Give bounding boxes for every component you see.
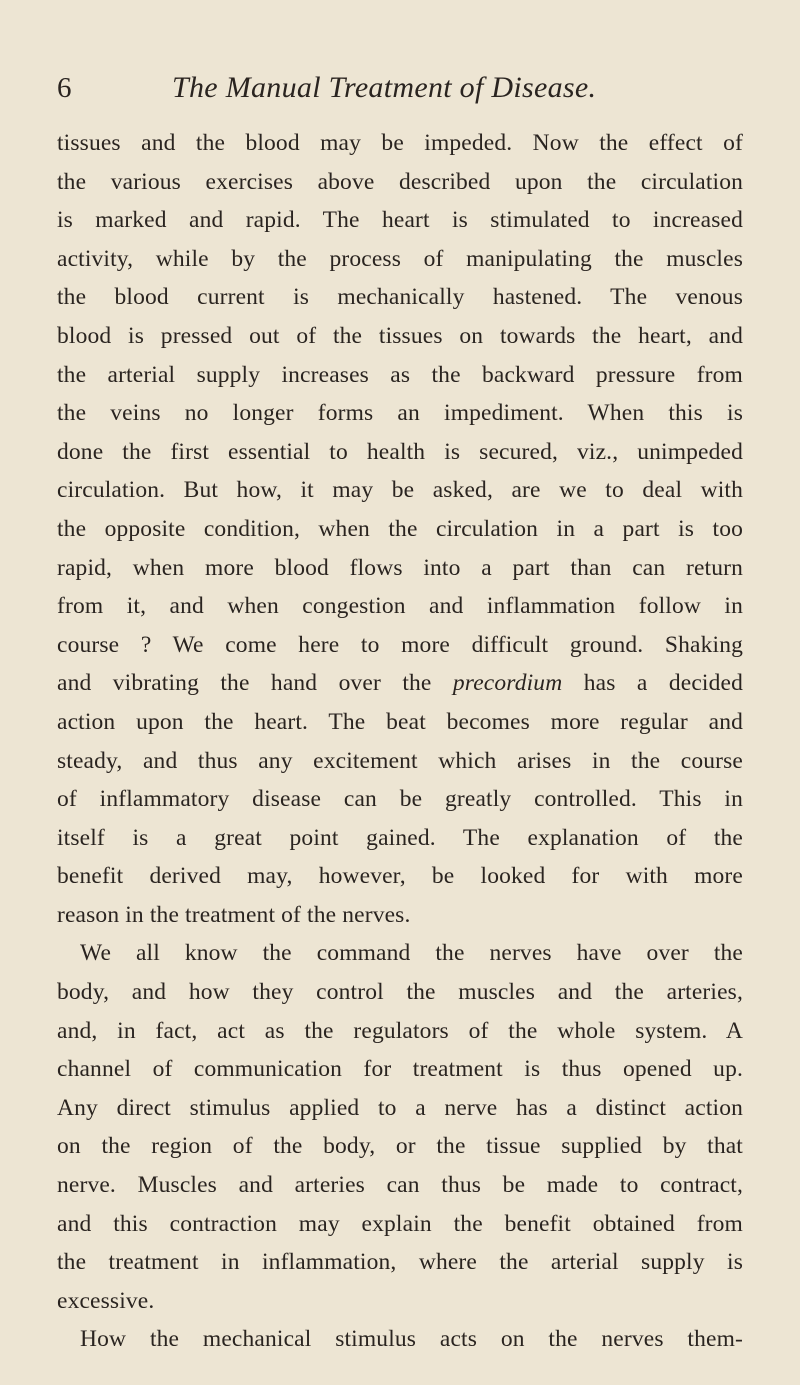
text-line: action upon the heart. The beat becomes more regular and [57, 708, 743, 735]
text-line: the opposite condition, when the circulation in a part is too [57, 515, 743, 542]
paragraph-end-line: excessive. [57, 1287, 155, 1314]
text-line: steady, and thus any excitement which arises in the course [57, 747, 743, 774]
running-title: The Manual Treatment of Disease. [172, 71, 597, 104]
paragraph-start-line: We all know the command the nerves have over the [80, 940, 743, 967]
text-run: and vibrating the hand over the [57, 670, 453, 697]
text-line-with-italic [57, 664, 743, 703]
text-line: course ? We come here to more difficult ground. Shaking [57, 631, 743, 658]
text-line: body, and how they control the muscles and the arteries, [57, 979, 743, 1006]
text-run: has a decided [562, 670, 743, 697]
text-line: itself is a great point gained. The explanation of the [57, 824, 743, 851]
page-number: 6 [57, 72, 72, 104]
text-line: the arterial supply increases as the backward pressure from [57, 361, 743, 388]
text-line: from it, and when congestion and inflammation follow in [57, 593, 743, 620]
text-line: the veins no longer forms an impediment. When this is [57, 400, 743, 427]
paragraph-start-line: How the mechanical stimulus acts on the nerves them- [80, 1326, 743, 1353]
text-line: is marked and rapid. The heart is stimulated to increased [57, 207, 743, 234]
text-line: circulation. But how, it may be asked, are we to deal with [57, 477, 743, 504]
text-line: blood is pressed out of the tissues on towards the heart, and [57, 322, 743, 349]
text-line: of inflammatory disease can be greatly controlled. This in [57, 786, 743, 813]
italic-term: precordium [452, 670, 563, 697]
text-line: the various exercises above described upon the circulation [57, 168, 743, 195]
paragraph-end-line: reason in the treatment of the nerves. [57, 901, 411, 928]
text-line: Any direct stimulus applied to a nerve has a distinct action [57, 1094, 743, 1121]
body-text [57, 124, 743, 1359]
text-line: benefit derived may, however, be looked for with more [57, 863, 743, 890]
text-line: done the first essential to health is secured, viz., unimpeded [57, 438, 743, 465]
text-line: tissues and the blood may be impeded. Now the effect of [57, 130, 743, 156]
text-line: and, in fact, act as the regulators of the whole system. A [57, 1017, 743, 1044]
text-line: rapid, when more blood flows into a part than can return [57, 554, 743, 581]
text-line: and this contraction may explain the benefit obtained from [57, 1210, 743, 1237]
text-line: on the region of the body, or the tissue supplied by that [57, 1133, 743, 1160]
text-line: the blood current is mechanically hastened. The venous [57, 284, 743, 311]
text-line: the treatment in inflammation, where the arterial supply is [57, 1249, 743, 1276]
text-line: channel of communication for treatment is thus opened up. [57, 1056, 743, 1083]
page-header [0, 68, 800, 112]
text-line: activity, while by the process of manipulating the muscles [57, 245, 743, 272]
text-line: nerve. Muscles and arteries can thus be made to contract, [57, 1172, 743, 1199]
